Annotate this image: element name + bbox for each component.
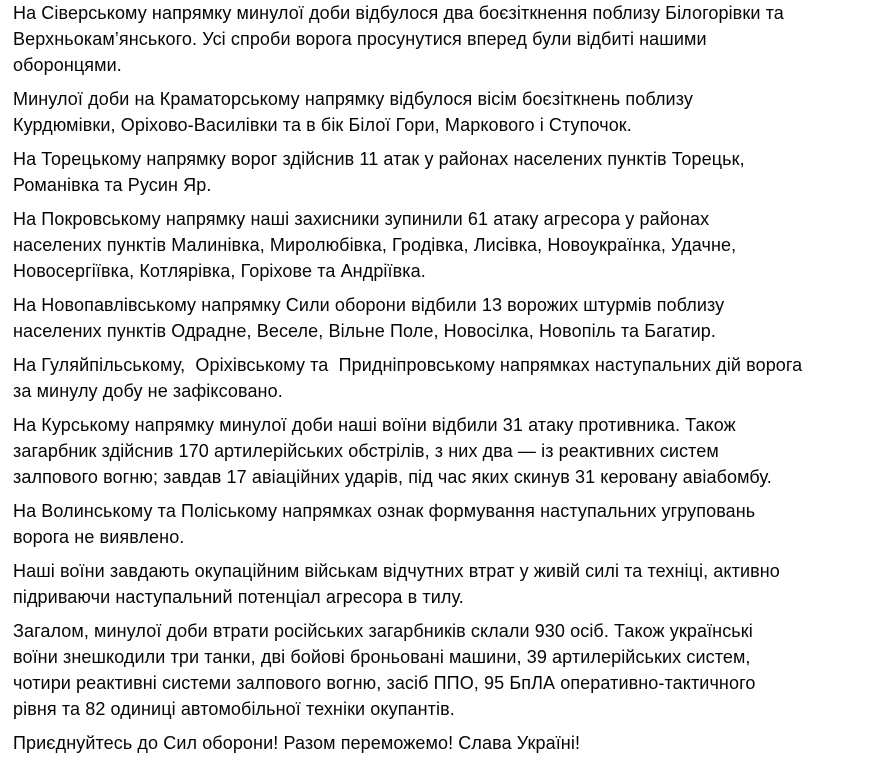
paragraph-call-to-action	[13, 730, 890, 756]
text-line: ворога не виявлено.	[13, 527, 185, 547]
text-line: населених пунктів Малинівка, Миролюбівка, Гродівка, Лисівка, Новоукраїнка, Удачне,	[13, 235, 737, 255]
text-line: чотири реактивні системи залпового вогню, засіб ППО, 95 БпЛА оперативно-тактичного	[13, 673, 756, 693]
text-line: На Курському напрямку минулої доби наші воїни відбили 31 атаку противника. Також	[13, 415, 736, 435]
text-line: загарбник здійснив 170 артилерійських обстрілів, з них два — із реактивних систем	[13, 441, 719, 461]
text-line: підриваючи наступальний потенціал агресора в тилу.	[13, 587, 464, 607]
paragraph-toretsk	[13, 146, 890, 198]
text-line: рівня та 82 одиниці автомобільної техніки окупантів.	[13, 699, 455, 719]
text-line: воїни знешкодили три танки, дві бойові броньовані машини, 39 артилерійських систем,	[13, 647, 751, 667]
paragraph-siverskyi	[13, 0, 890, 78]
paragraph-kramatorsk	[13, 86, 890, 138]
text-line: На Сіверському напрямку минулої доби відбулося два боєзіткнення поблизу Білогорівки та	[13, 3, 784, 23]
text-line: На Новопавлівському напрямку Сили оборони відбили 13 ворожих штурмів поблизу	[13, 295, 725, 315]
text-line: Приєднуйтесь до Сил оборони! Разом переможемо! Слава Україні!	[13, 733, 581, 753]
text-line: Минулої доби на Краматорському напрямку відбулося вісім боєзіткнень поблизу	[13, 89, 693, 109]
text-line: за минулу добу не зафіксовано.	[13, 381, 283, 401]
text-line: На Гуляйпільському, Оріхівському та Придніпровському напрямках наступальних дій ворога	[13, 355, 803, 375]
paragraph-novopavlivka	[13, 292, 890, 344]
paragraph-huliaipole	[13, 352, 890, 404]
text-line: оборонцями.	[13, 55, 122, 75]
paragraph-pokrovsk	[13, 206, 890, 284]
paragraph-total-losses	[13, 618, 890, 722]
text-line: Новосергіївка, Котлярівка, Горіхове та Андріївка.	[13, 261, 426, 281]
post-body	[13, 0, 890, 764]
text-line: На Покровському напрямку наші захисники зупинили 61 атаку агресора у районах	[13, 209, 710, 229]
paragraph-losses-effort	[13, 558, 890, 610]
paragraph-kursk	[13, 412, 890, 490]
paragraph-volyn	[13, 498, 890, 550]
text-line: На Волинському та Поліському напрямках ознак формування наступальних угруповань	[13, 501, 756, 521]
text-line: Загалом, минулої доби втрати російських загарбників склали 930 осіб. Також українські	[13, 621, 753, 641]
text-line: На Торецькому напрямку ворог здійснив 11 атак у районах населених пунктів Торецьк,	[13, 149, 745, 169]
text-line: Курдюмівки, Оріхово-Василівки та в бік Білої Гори, Маркового і Ступочок.	[13, 115, 632, 135]
text-line: Верхньокам’янського. Усі спроби ворога просунутися вперед були відбиті нашими	[13, 29, 707, 49]
text-line: Наші воїни завдають окупаційним військам відчутних втрат у живій силі та техніці, активно	[13, 561, 780, 581]
text-line: залпового вогню; завдав 17 авіаційних ударів, під час яких скинув 31 керовану авіабомбу.	[13, 467, 772, 487]
text-line: Романівка та Русин Яр.	[13, 175, 212, 195]
text-line: населених пунктів Одрадне, Веселе, Вільне Поле, Новосілка, Новопіль та Багатир.	[13, 321, 716, 341]
